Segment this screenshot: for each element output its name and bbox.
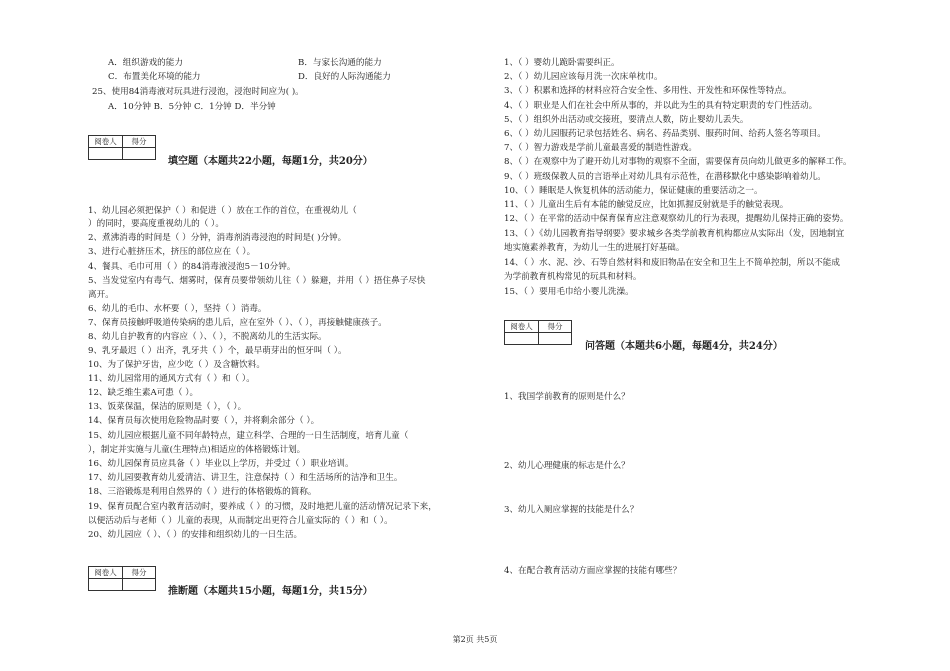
page-number: 第2页 共5页 bbox=[452, 635, 498, 644]
fill-item: 19、保育员配合室内教育活动时，要养成（ ）的习惯，及时地把儿童的活动情况记录下来， bbox=[88, 502, 437, 512]
qa-item: 4、在配合教育活动方面应掌握的技能有哪些？ bbox=[504, 566, 682, 576]
fill-item: 13、饭菜保温，保洁的原则是（ ），（ ）。 bbox=[88, 402, 247, 412]
judge-item: 8、（ ）在观察中为了避开幼儿对事物的观察不全面，需要保育员向幼儿做更多的解释工作。 bbox=[504, 157, 852, 167]
question-25: 25、使用84消毒液对玩具进行浸泡，浸泡时间应为( )。 bbox=[92, 87, 304, 97]
option-b: B．与家长沟通的能力 bbox=[298, 58, 382, 68]
fill-item: 16、幼儿园保育员应具备（ ）毕业以上学历，并受过（ ）职业培训。 bbox=[88, 459, 354, 469]
score-label: 得分 bbox=[123, 136, 155, 148]
judge-item: 14、（ ）水、泥、沙、石等自然材料和废旧物品在安全和卫生上不简单控制，所以不能成 bbox=[504, 258, 840, 268]
question-25-options: A．10分钟 B．5分钟 C．1分钟 D．半分钟 bbox=[108, 102, 276, 112]
fill-item: ），制定并实施与儿童(生理特点)相适应的体格锻炼计划。 bbox=[88, 445, 306, 455]
judge-item: 为学前教育机构常见的玩具和材料。 bbox=[504, 272, 642, 282]
fill-item: 10、为了保护牙齿，应少吃（ ）及含糖饮料。 bbox=[88, 360, 265, 370]
fill-item: 18、三浴锻炼是利用自然界的（ ）进行的体格锻炼的简称。 bbox=[88, 487, 317, 497]
judge-item: 12、（ ）在平常的活动中保育保育应注意观察幼儿的行为表现，提醒幼儿保持正确的姿势。 bbox=[504, 214, 849, 224]
judge-item: 13、（ ）《幼儿园教育指导纲要》要求城乡各类学前教育机构都应从实际出（发，因地制宜 bbox=[504, 229, 845, 239]
grader-label: 阅卷人 bbox=[89, 567, 123, 579]
fill-item: 以便活动后与老师（ ）儿童的表现，从而制定出更符合儿童实际的（ ）和（ ）。 bbox=[88, 516, 393, 526]
option-a: A．组织游戏的能力 bbox=[108, 58, 183, 68]
qa-item: 3、幼儿入厕应掌握的技能是什么？ bbox=[504, 505, 639, 515]
qa-item: 2、幼儿心理健康的标志是什么？ bbox=[504, 461, 630, 471]
fill-item: 8、幼儿自护教育的内容应（ ）、（ ），不脱离幼儿的生活实际。 bbox=[88, 332, 327, 342]
fill-item: 7、保育员接触呼吸道传染病的患儿后，应在室外（ ）、（ ），再接触健康孩子。 bbox=[88, 318, 387, 328]
judge-section-title: 推断题（本题共15小题，每题1分，共15分） bbox=[168, 586, 373, 597]
judge-item: 15、（ ）要用毛巾给小婴儿洗澡。 bbox=[504, 287, 634, 297]
fill-item: 6、幼儿的毛巾、水杯要（ ），坚持（ ）消毒。 bbox=[88, 304, 267, 314]
fill-item: 11、幼儿园常用的通风方式有（ ）和（ ）。 bbox=[88, 374, 255, 384]
fill-item: 20、幼儿园应（ ）、（ ）的安排和组织幼儿的一日生活。 bbox=[88, 530, 303, 540]
judge-item: 2、（ ）幼儿园应该每月洗一次床单枕巾。 bbox=[504, 72, 663, 82]
fill-item: 12、缺乏维生素A可患（ ）。 bbox=[88, 388, 199, 398]
grader-label: 阅卷人 bbox=[505, 321, 539, 333]
fill-item: 1、幼儿园必须把保护（ ）和促进（ ）放在工作的首位，在重视幼儿（ bbox=[88, 206, 357, 216]
fill-item: 15、幼儿园应根据儿童不同年龄特点，建立科学、合理的一日生活制度，培育儿童（ bbox=[88, 431, 409, 441]
score-label: 得分 bbox=[539, 321, 571, 333]
judge-item: 5、（ ）组织外出活动或交接班，要清点人数，防止婴幼儿丢失。 bbox=[504, 115, 749, 125]
fill-item: 2、煮沸消毒的时间是（ ）分钟，消毒剂消毒浸泡的时间是( )分钟。 bbox=[88, 233, 347, 243]
fill-item: 3、进行心脏挤压术，挤压的部位应在（ ）。 bbox=[88, 247, 256, 257]
fill-section-title: 填空题（本题共22小题，每题1分，共20分） bbox=[168, 156, 373, 167]
score-label: 得分 bbox=[123, 567, 155, 579]
judge-item: 1、（ ）婴幼儿跪卧需要纠正。 bbox=[504, 58, 620, 68]
judge-item: 9、（ ）班级保教人员的言语举止对幼儿具有示范性，在潜移默化中感染影响着幼儿。 bbox=[504, 172, 826, 182]
qa-section-title: 问答题（本题共6小题，每题4分，共24分） bbox=[585, 341, 783, 352]
qa-item: 1、我国学前教育的原则是什么？ bbox=[504, 392, 630, 402]
fill-item: 4、餐具、毛巾可用（ ）的84消毒液浸泡5－10分钟。 bbox=[88, 262, 296, 272]
fill-item: 14、保育员每次使用危险物品时要（ ），并将剩余部分（ ）。 bbox=[88, 416, 320, 426]
judge-item: 3、（ ）积累和选择的材料应符合安全性、多用性、开发性和环保性等特点。 bbox=[504, 86, 792, 96]
fill-item: 9、乳牙最迟（ ）出齐，乳牙共（ ）个，最早萌芽出的恒牙叫（ ）。 bbox=[88, 346, 347, 356]
fill-item: 离开。 bbox=[88, 290, 114, 300]
score-box-qa bbox=[504, 320, 572, 345]
judge-item: 7、（ ）智力游戏是学前儿童最喜爱的制造性游戏。 bbox=[504, 143, 697, 153]
judge-item: 6、（ ）幼儿园服药记录包括姓名、病名、药品类别、服药时间、给药人签名等项目。 bbox=[504, 129, 826, 139]
fill-item: ）的同时，要高度重视幼儿的（ ）。 bbox=[88, 219, 224, 229]
fill-item: 5、当发觉室内有毒气、烟雾时，保育员要带领幼儿往（ ）躲避，并用（ ）捂住鼻子尽快 bbox=[88, 276, 426, 286]
option-d: D．良好的人际沟通能力 bbox=[298, 72, 391, 82]
grader-label: 阅卷人 bbox=[89, 136, 123, 148]
judge-item: 10、（ ）睡眠是人恢复机体的活动能力，保证健康的重要活动之一。 bbox=[504, 186, 763, 196]
option-c: C．布置美化环境的能力 bbox=[108, 72, 201, 82]
score-box-judge bbox=[88, 566, 156, 591]
judge-item: 11、（ ）儿童出生后有本能的触觉反应，比如抓握反射就是手的触觉表现。 bbox=[504, 200, 789, 210]
score-box-fill bbox=[88, 135, 156, 160]
fill-item: 17、幼儿园要教育幼儿爱清洁、讲卫生，注意保持（ ）和生活场所的洁净和卫生。 bbox=[88, 473, 403, 483]
judge-item: 4、（ ）职业是人们在社会中所从事的，并以此为生的具有特定职责的专门性活动。 bbox=[504, 101, 818, 111]
judge-item: 地实施素养教育，为幼儿一生的进展打好基础。 bbox=[504, 243, 685, 253]
